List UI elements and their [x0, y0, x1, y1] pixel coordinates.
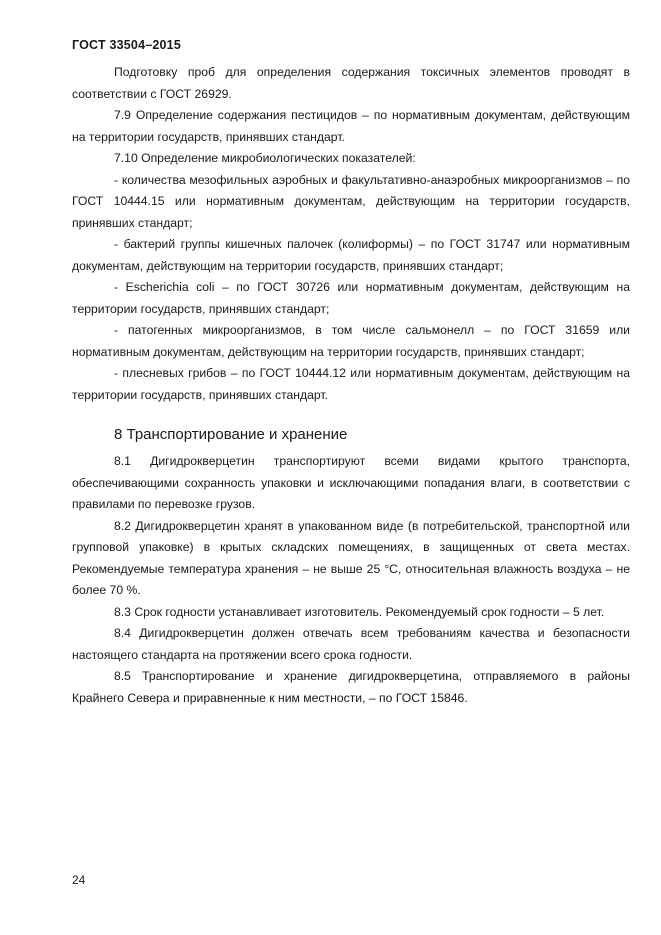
paragraph-8-2: 8.2 Дигидрокверцетин хранят в упакованном виде (в потребительской, транспортной или групповой упаковке) в крытых складских помещениях, в защищенных от света местах. Рекомендуемые температура хранения – не выше 25 °С, относительная влажность воздуха – не более 70 %.	[72, 518, 630, 597]
paragraph-8-5: 8.5 Транспортирование и хранение дигидрокверцетина, отправляемого в районы Крайнего Севера и приравненные к ним местности, – по ГОСТ 15846.	[72, 669, 630, 705]
paragraph-8-3: 8.3 Срок годности устанавливает изготовитель. Рекомендуемый срок годности – 5 лет.	[114, 604, 605, 619]
list-item-ecoli: - Escherichia coli – по ГОСТ 30726 или нормативным документам, действующим на территории государств, принявших стандарт;	[72, 280, 630, 316]
page-number: 24	[72, 873, 86, 887]
section-heading: 8 Транспортирование и хранение	[114, 426, 348, 443]
paragraph-7-10: 7.10 Определение микробиологических показателей:	[114, 151, 416, 165]
page-body	[72, 62, 630, 709]
document-code: ГОСТ 33504–2015	[72, 38, 181, 52]
list-item-coliforms: - бактерий группы кишечных палочек (колиформы) – по ГОСТ 31747 или нормативным документам, действующим на территории государств, принявших стандарт;	[72, 237, 630, 273]
list-item-mesophilic: - количества мезофильных аэробных и факультативно-анаэробных микроорганизмов – по ГОСТ 10444.15 или нормативным документам, действующим на территории государств, принявших стандарт;	[72, 172, 630, 230]
list-item-pathogens: - патогенных микроорганизмов, в том числе сальмонелл – по ГОСТ 31659 или нормативным документам, действующим на территории государств, принявших стандарт;	[72, 323, 630, 359]
list-item-molds: - плесневых грибов – по ГОСТ 10444.12 или нормативным документам, действующим на территории государств, принявших стандарт.	[72, 366, 630, 402]
paragraph-8-4: 8.4 Дигидрокверцетин должен отвечать всем требованиям качества и безопасности настоящего стандарта на протяжении всего срока годности.	[72, 626, 630, 662]
paragraph-8-1: 8.1 Дигидрокверцетин транспортируют всеми видами крытого транспорта, обеспечивающими сохранность упаковки и исключающими попадания влаги, в соответствии с правилами по перевозке грузов.	[72, 454, 630, 511]
paragraph-7-9: 7.9 Определение содержания пестицидов – по нормативным документам, действующим на территории государств, принявших стандарт.	[72, 108, 630, 144]
paragraph-sample-preparation: Подготовку проб для определения содержания токсичных элементов проводят в соответствии с ГОСТ 26929.	[72, 65, 630, 101]
